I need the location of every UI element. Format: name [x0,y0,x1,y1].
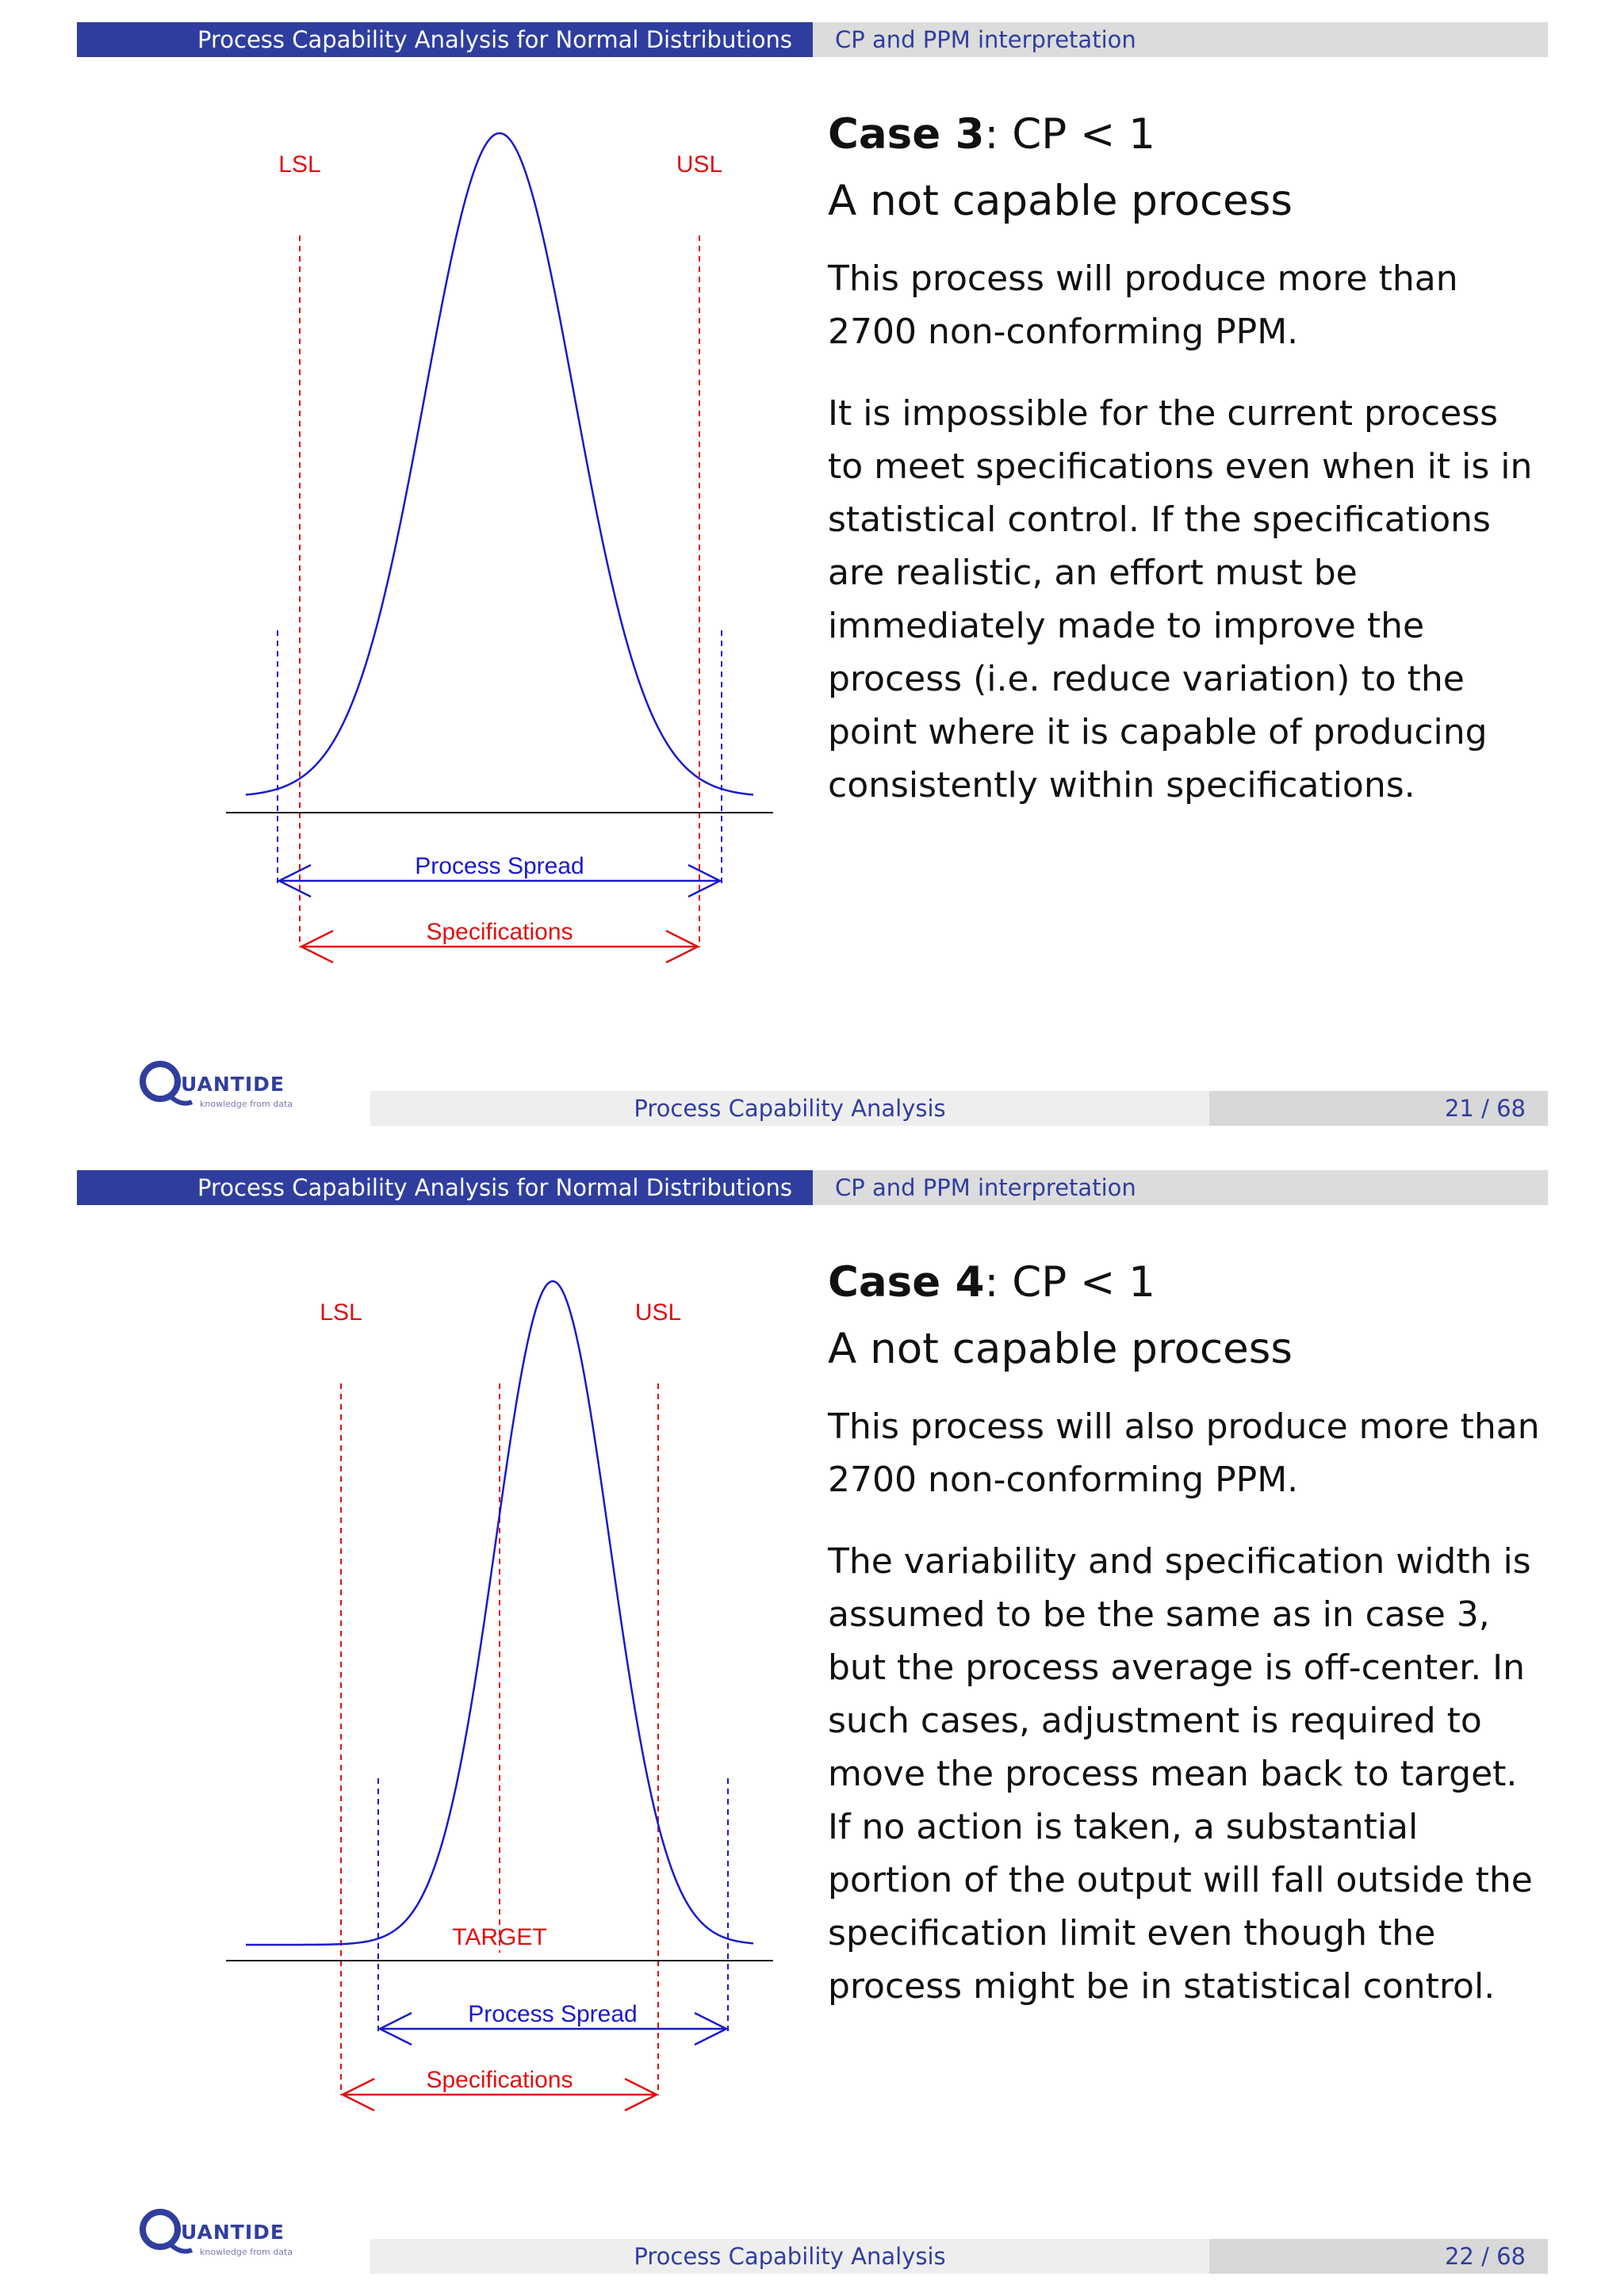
case-number: Case 4 [828,1258,985,1307]
logo-tagline: knowledge from data [200,1099,293,1109]
logo-brand: UANTIDE [181,2221,285,2244]
target-label: TARGET [452,1924,547,1950]
slide-footer [370,2239,1548,2274]
case-title [828,101,1542,168]
case-number: Case 3 [828,110,985,159]
case-subtitle: A not capable process [828,177,1293,225]
process-spread-label: Process Spread [415,853,584,879]
case-title [828,1249,1542,1316]
capability-figure-case-4 [214,1255,793,2135]
lsl-label: LSL [320,1299,362,1326]
header-section[interactable]: Process Capability Analysis for Normal Distributions [77,1170,813,1205]
logo-tagline: knowledge from data [200,2247,293,2257]
footer-title: Process Capability Analysis [370,2239,1209,2274]
slide-header [77,1170,1548,1205]
specifications-label: Specifications [426,2067,573,2093]
quantide-logo[interactable] [136,2202,319,2266]
slide-22 [0,1148,1624,2296]
case-subtitle: A not capable process [828,1325,1293,1373]
process-spread-label: Process Spread [468,2001,638,2027]
paragraph-ppm: This process will also produce more than 2700 non-conforming PPM. [828,1406,1540,1500]
header-subsection[interactable]: CP and PPM interpretation [813,22,1548,57]
usl-label: USL [634,1299,682,1326]
paragraph-explanation: It is impossible for the current process to meet specifications even when it is in statistical control. If the specifications are realistic, an effort must be immediately made to improve the process (i.e. reduce variation) to the point where it is capable of producing consistently within specifications. [828,393,1533,806]
paragraph-ppm: This process will produce more than 2700 non-conforming PPM. [828,258,1458,352]
slide-text [828,1249,1542,2042]
capability-figure-case-3 [214,107,793,987]
header-subsection[interactable]: CP and PPM interpretation [813,1170,1548,1205]
footer-title: Process Capability Analysis [370,1091,1209,1126]
distribution-curve [246,133,753,794]
slide-header [77,22,1548,57]
case-condition: : CP < 1 [984,110,1155,159]
lsl-label: LSL [278,151,321,178]
page-number: 22 / 68 [1209,2239,1548,2274]
specifications-label: Specifications [426,919,573,945]
quantide-logo[interactable] [136,1054,319,1118]
paragraph-explanation: The variability and specification width is assumed to be the same as in case 3, but the process average is off-center. In such cases, adjustment is required to move the process mean back to target. If no action is taken, a substantial portion of the output will fall outside the specification limit even though the process might be in statistical control. [828,1541,1533,2007]
slide-footer [370,1091,1548,1126]
page-number: 21 / 68 [1209,1091,1548,1126]
header-section[interactable]: Process Capability Analysis for Normal Distributions [77,22,813,57]
case-condition: : CP < 1 [984,1258,1155,1307]
slide-text [828,101,1542,840]
usl-label: USL [676,151,723,178]
logo-brand: UANTIDE [181,1073,285,1096]
